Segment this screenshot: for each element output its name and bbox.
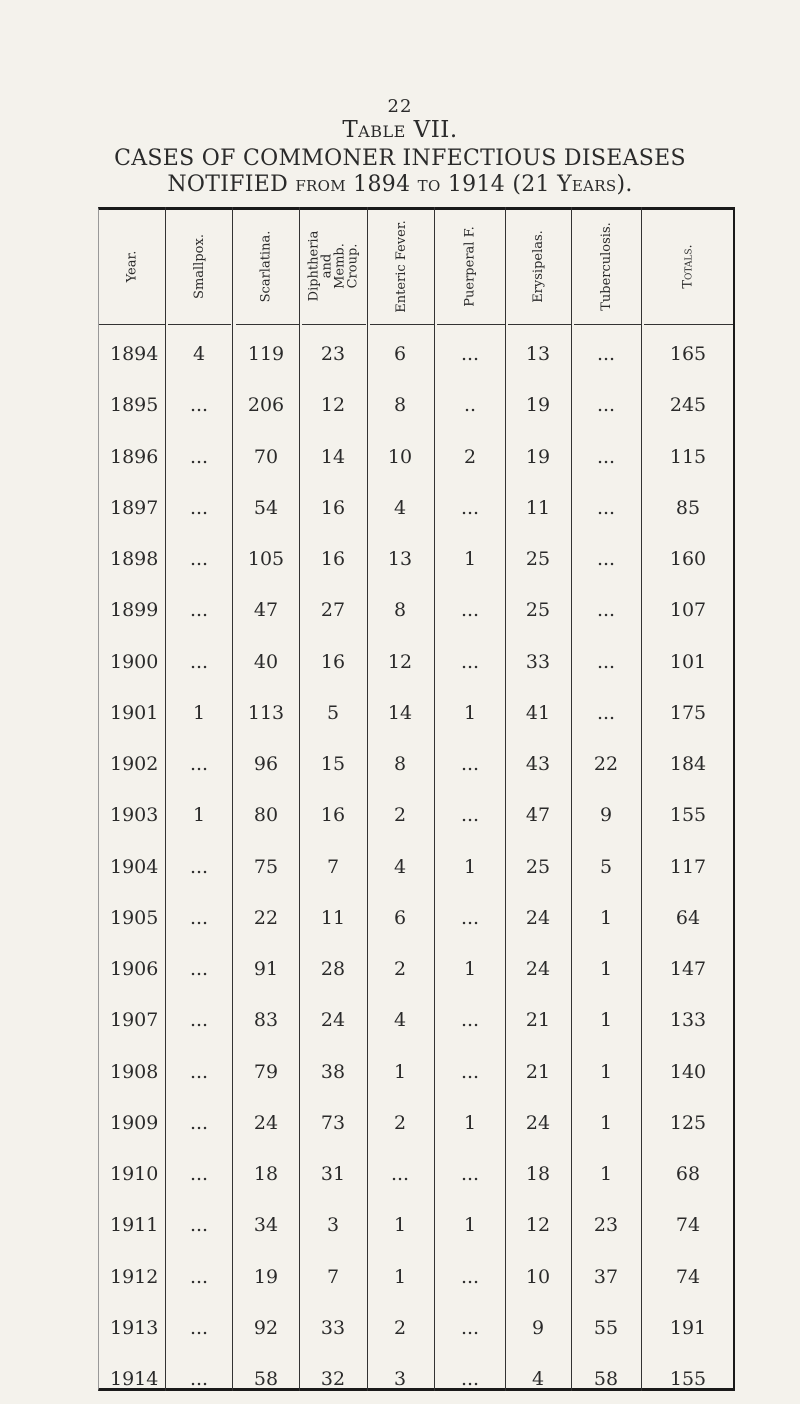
table-cell: 11: [320, 907, 346, 929]
table-cell: 27: [320, 599, 346, 621]
table-cell: ...: [460, 1266, 480, 1288]
year-cell: 1913: [110, 1317, 159, 1339]
table-cell: 160: [669, 548, 707, 570]
table-cell: 1: [393, 1061, 407, 1083]
table-cell: 25: [525, 548, 551, 570]
table-cell: ...: [596, 599, 616, 621]
table-cell: 1: [192, 702, 206, 724]
table-cell: 16: [320, 548, 346, 570]
column-header-totals: [642, 210, 734, 322]
table-cell: 1: [599, 907, 613, 929]
table-cell: 8: [393, 394, 407, 416]
table-cell: 28: [320, 958, 346, 980]
table-cell: 3: [393, 1368, 407, 1390]
header-rule: [302, 324, 366, 325]
table-cell: 15: [320, 753, 346, 775]
page-number: 22: [387, 96, 413, 117]
table-cell: ...: [596, 497, 616, 519]
column-header-puerperal-fever: [435, 210, 505, 322]
table-cell: 22: [593, 753, 619, 775]
table-cell: 70: [253, 446, 279, 468]
column-header-label: Tuberculosis.: [599, 221, 615, 311]
column-header-label: Scarlatina.: [258, 230, 274, 302]
table-cell: 1: [599, 1163, 613, 1185]
table-cell: ...: [460, 753, 480, 775]
table-cell: 184: [669, 753, 707, 775]
table-cell: ...: [189, 753, 209, 775]
table-cell: 5: [326, 702, 340, 724]
table-cell: 12: [320, 394, 346, 416]
table-cell: 37: [593, 1266, 619, 1288]
table-cell: 1: [599, 1112, 613, 1134]
header-rule: [99, 324, 165, 325]
header-rule: [236, 324, 299, 325]
table-cell: 75: [253, 856, 279, 878]
table-cell: ...: [460, 1368, 480, 1390]
table-cell: 21: [525, 1061, 551, 1083]
table-cell: ...: [460, 907, 480, 929]
column-divider: [571, 207, 572, 1391]
table-cell: 68: [675, 1163, 701, 1185]
table-cell: 1: [463, 1214, 477, 1236]
table-cell: 4: [192, 343, 206, 365]
table-cell: 25: [525, 599, 551, 621]
table-cell: ...: [460, 651, 480, 673]
year-cell: 1902: [110, 753, 159, 775]
table-cell: 58: [593, 1368, 619, 1390]
table-cell: ...: [596, 446, 616, 468]
header-rule: [574, 324, 641, 325]
year-cell: 1912: [110, 1266, 159, 1288]
table-cell: 47: [525, 804, 551, 826]
column-header-label: Diphtheria and Memb. Croup.: [306, 230, 361, 302]
table-cell: 4: [393, 497, 407, 519]
table-cell: 41: [525, 702, 551, 724]
table-cell: 74: [675, 1214, 701, 1236]
column-header-diphtheria: [300, 210, 367, 322]
table-cell: ...: [460, 804, 480, 826]
table-cell: ...: [189, 1163, 209, 1185]
table-cell: 12: [525, 1214, 551, 1236]
table-cell: ...: [596, 651, 616, 673]
table-cell: 91: [253, 958, 279, 980]
table-cell: 2: [463, 446, 477, 468]
table-title: Table VII.: [342, 117, 458, 143]
table-cell: 55: [593, 1317, 619, 1339]
year-cell: 1907: [110, 1009, 159, 1031]
table-cell: 155: [669, 804, 707, 826]
year-cell: 1914: [110, 1368, 159, 1390]
year-cell: 1895: [110, 394, 159, 416]
table-cell: 19: [253, 1266, 279, 1288]
table-cell: 1: [599, 1009, 613, 1031]
table-cell: 115: [669, 446, 707, 468]
table-cell: 7: [326, 1266, 340, 1288]
table-cell: 85: [675, 497, 701, 519]
table-cell: ...: [189, 1214, 209, 1236]
table-cell: 24: [525, 1112, 551, 1134]
table-cell: 19: [525, 394, 551, 416]
table-cell: ...: [460, 599, 480, 621]
column-divider: [505, 207, 506, 1391]
table-cell: 4: [393, 856, 407, 878]
header-rule: [370, 324, 434, 325]
table-cell: 34: [253, 1214, 279, 1236]
table-cell: ...: [189, 1112, 209, 1134]
table-cell: 33: [320, 1317, 346, 1339]
table-cell: 5: [599, 856, 613, 878]
table-cell: 58: [253, 1368, 279, 1390]
table-cell: 43: [525, 753, 551, 775]
table-cell: 83: [253, 1009, 279, 1031]
year-cell: 1909: [110, 1112, 159, 1134]
table-cell: 18: [253, 1163, 279, 1185]
table-cell: ...: [189, 1368, 209, 1390]
table-cell: 1: [599, 958, 613, 980]
column-header-label: Puerperal F.: [462, 225, 478, 307]
table-cell: 119: [247, 343, 285, 365]
column-divider: [367, 207, 368, 1391]
column-divider: [299, 207, 300, 1391]
table-cell: ...: [460, 1061, 480, 1083]
table-cell: ...: [460, 343, 480, 365]
table-cell: 2: [393, 804, 407, 826]
table-cell: 12: [387, 651, 413, 673]
column-header-label: Smallpox.: [191, 233, 207, 299]
table-cell: 1: [463, 1112, 477, 1134]
table-cell: ...: [189, 1061, 209, 1083]
header-rule: [168, 324, 231, 325]
column-header-erysipelas: [506, 210, 571, 322]
table-cell: 10: [525, 1266, 551, 1288]
year-cell: 1906: [110, 958, 159, 980]
table-cell: 245: [669, 394, 707, 416]
table-cell: 24: [525, 958, 551, 980]
table-cell: ...: [189, 446, 209, 468]
year-cell: 1899: [110, 599, 159, 621]
table-cell: 4: [393, 1009, 407, 1031]
column-header-smallpox: [166, 210, 232, 322]
table-cell: 40: [253, 651, 279, 673]
table-cell: 14: [320, 446, 346, 468]
table-cell: 113: [247, 702, 285, 724]
table-cell: ...: [189, 1317, 209, 1339]
table-cell: 4: [531, 1368, 545, 1390]
table-cell: 10: [387, 446, 413, 468]
table-cell: 14: [387, 702, 413, 724]
table-cell: 1: [463, 856, 477, 878]
table-subtitle: [0, 146, 800, 198]
year-cell: 1905: [110, 907, 159, 929]
table-cell: 64: [675, 907, 701, 929]
column-header-label: Totals.: [680, 243, 696, 289]
table-cell: 1: [393, 1266, 407, 1288]
table-cell: 2: [393, 958, 407, 980]
table-cell: ...: [596, 343, 616, 365]
column-header-label: Enteric Fever.: [393, 219, 409, 313]
table-cell: 1: [393, 1214, 407, 1236]
table-cell: 13: [387, 548, 413, 570]
year-cell: 1894: [110, 343, 159, 365]
table-cell: 80: [253, 804, 279, 826]
table-cell: 6: [393, 907, 407, 929]
table-cell: 54: [253, 497, 279, 519]
table-cell: 191: [669, 1317, 707, 1339]
table-cell: 13: [525, 343, 551, 365]
subtitle-line-1: CASES OF COMMONER INFECTIOUS DISEASES: [114, 146, 686, 171]
table-cell: 9: [599, 804, 613, 826]
table-cell: ...: [596, 548, 616, 570]
table-cell: ...: [596, 702, 616, 724]
table-cell: 1: [463, 702, 477, 724]
table-cell: ...: [189, 394, 209, 416]
table-cell: 117: [669, 856, 707, 878]
table-cell: 32: [320, 1368, 346, 1390]
table-cell: 2: [393, 1317, 407, 1339]
table-cell: ...: [189, 497, 209, 519]
year-cell: 1911: [110, 1214, 159, 1236]
table-cell: 22: [253, 907, 279, 929]
column-header-enteric-fever: [368, 210, 434, 322]
table-cell: 96: [253, 753, 279, 775]
header-rule: [437, 324, 505, 325]
table-cell: ...: [460, 1009, 480, 1031]
table-cell: 47: [253, 599, 279, 621]
year-cell: 1903: [110, 804, 159, 826]
table-cell: 140: [669, 1061, 707, 1083]
column-divider: [232, 207, 233, 1391]
table-cell: 23: [593, 1214, 619, 1236]
table-cell: 147: [669, 958, 707, 980]
table-cell: ...: [390, 1163, 410, 1185]
table-cell: 16: [320, 804, 346, 826]
column-header-year: [99, 210, 165, 322]
table-cell: 11: [525, 497, 551, 519]
table-cell: 33: [525, 651, 551, 673]
table-cell: 8: [393, 599, 407, 621]
year-cell: 1898: [110, 548, 159, 570]
table-cell: 8: [393, 753, 407, 775]
table-cell: ...: [460, 1163, 480, 1185]
table-cell: 1: [463, 958, 477, 980]
table-cell: ..: [463, 394, 477, 416]
column-divider: [641, 207, 642, 1391]
table-cell: 1: [192, 804, 206, 826]
table-cell: ...: [189, 651, 209, 673]
table-cell: 6: [393, 343, 407, 365]
table-cell: 175: [669, 702, 707, 724]
table-cell: 38: [320, 1061, 346, 1083]
year-cell: 1900: [110, 651, 159, 673]
subtitle-line-2: NOTIFIED from 1894 to 1914 (21 Years).: [167, 172, 633, 197]
table-cell: ...: [596, 394, 616, 416]
column-header-label: Year.: [124, 250, 140, 282]
table-cell: 107: [669, 599, 707, 621]
table-cell: ...: [189, 856, 209, 878]
table-cell: ...: [460, 497, 480, 519]
table-cell: 19: [525, 446, 551, 468]
header-rule: [644, 324, 733, 325]
table-cell: 24: [525, 907, 551, 929]
table-cell: 31: [320, 1163, 346, 1185]
table-cell: 101: [669, 651, 707, 673]
table-cell: 9: [531, 1317, 545, 1339]
year-cell: 1908: [110, 1061, 159, 1083]
table-cell: 79: [253, 1061, 279, 1083]
table-cell: 3: [326, 1214, 340, 1236]
table-cell: 92: [253, 1317, 279, 1339]
table-cell: 16: [320, 651, 346, 673]
table-cell: 24: [253, 1112, 279, 1134]
table-cell: ...: [189, 958, 209, 980]
column-header-label: Erysipelas.: [531, 229, 547, 303]
table-cell: 23: [320, 343, 346, 365]
year-cell: 1896: [110, 446, 159, 468]
table-cell: 18: [525, 1163, 551, 1185]
year-cell: 1897: [110, 497, 159, 519]
table-cell: ...: [189, 1266, 209, 1288]
column-header-scarlatina: [233, 210, 299, 322]
table-cell: 1: [599, 1061, 613, 1083]
table-cell: 1: [463, 548, 477, 570]
table-cell: ...: [189, 599, 209, 621]
column-divider: [434, 207, 435, 1391]
table-cell: 105: [247, 548, 285, 570]
year-cell: 1901: [110, 702, 159, 724]
table-cell: 165: [669, 343, 707, 365]
table-cell: 74: [675, 1266, 701, 1288]
table-cell: 21: [525, 1009, 551, 1031]
table-cell: ...: [189, 1009, 209, 1031]
table-cell: ...: [189, 548, 209, 570]
table-cell: 133: [669, 1009, 707, 1031]
year-cell: 1904: [110, 856, 159, 878]
table-cell: ...: [460, 1317, 480, 1339]
column-header-tuberculosis: [572, 210, 641, 322]
table-cell: 73: [320, 1112, 346, 1134]
header-rule: [508, 324, 571, 325]
table-cell: 125: [669, 1112, 707, 1134]
table-cell: 155: [669, 1368, 707, 1390]
table-cell: 24: [320, 1009, 346, 1031]
table-cell: 2: [393, 1112, 407, 1134]
table-cell: ...: [189, 907, 209, 929]
table-cell: 7: [326, 856, 340, 878]
table-cell: 25: [525, 856, 551, 878]
table-cell: 16: [320, 497, 346, 519]
table-cell: 206: [247, 394, 285, 416]
year-cell: 1910: [110, 1163, 159, 1185]
